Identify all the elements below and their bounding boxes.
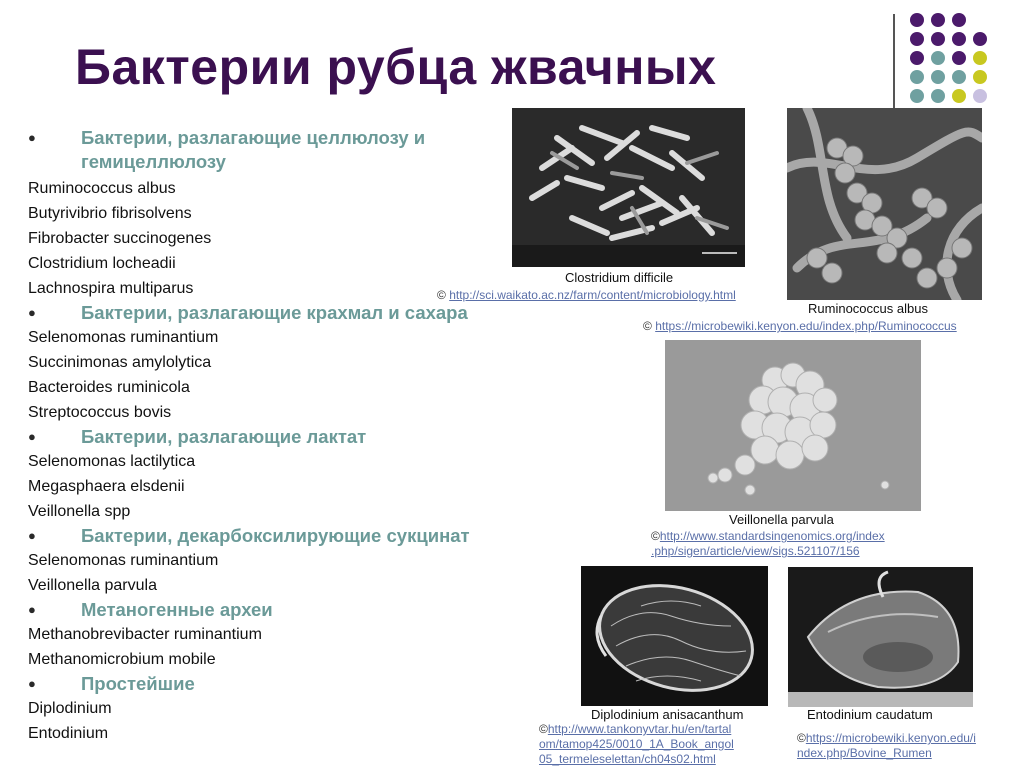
bullet-icon: ● bbox=[28, 602, 36, 617]
ruminococcus-source-link[interactable]: https://microbewiki.kenyon.edu/index.php/Ruminococcus bbox=[655, 319, 957, 333]
bullet-icon: ● bbox=[28, 528, 36, 543]
clostridium-caption: Clostridium difficile bbox=[565, 270, 674, 285]
species-name: Methanomicrobium mobile bbox=[28, 651, 216, 668]
species-name: Butyrivibrio fibrisolvens bbox=[28, 205, 192, 222]
clostridium-source bbox=[437, 288, 736, 303]
entodinium-micrograph bbox=[788, 567, 973, 707]
decorative-dot bbox=[910, 70, 924, 84]
clostridium-source-link[interactable]: http://sci.waikato.ac.nz/farm/content/microbiology.html bbox=[449, 288, 736, 302]
diplodinium-source-link[interactable]: http://www.tankonyvtar.hu/en/tartal bbox=[547, 722, 732, 736]
decorative-dot bbox=[973, 70, 987, 84]
category-heading-text: Метаногенные археи bbox=[81, 599, 273, 620]
veillonella-source-link-cont[interactable]: .php/sigen/article/view/sigs.521107/156 bbox=[651, 544, 860, 558]
decorative-dot bbox=[973, 32, 987, 46]
diplodinium-source bbox=[539, 722, 734, 767]
species-name: Selenomonas lactilytica bbox=[28, 453, 196, 470]
bacteria-list bbox=[28, 126, 518, 746]
decorative-dot bbox=[931, 89, 945, 103]
species-name: Selenomonas ruminantium bbox=[28, 329, 219, 346]
diplodinium-caption: Diplodinium anisacanthum bbox=[591, 707, 744, 722]
ruminococcus-source bbox=[643, 319, 957, 334]
bullet-icon: ● bbox=[28, 305, 36, 320]
species-name: Diplodinium bbox=[28, 700, 112, 717]
decorative-dot bbox=[931, 51, 945, 65]
decorative-dot bbox=[952, 70, 966, 84]
decorative-dot bbox=[952, 89, 966, 103]
species-name: Methanobrevibacter ruminantium bbox=[28, 626, 262, 643]
decorative-dot bbox=[910, 89, 924, 103]
diplodinium-source-link-cont2[interactable]: 05_termeleselettan/ch04s02.html bbox=[539, 752, 716, 766]
category-heading bbox=[28, 524, 518, 548]
entodinium-source bbox=[797, 731, 976, 761]
bullet-icon: ● bbox=[28, 676, 36, 691]
species-name: Veillonella parvula bbox=[28, 577, 157, 594]
decorative-dot bbox=[910, 51, 924, 65]
category-heading bbox=[28, 672, 518, 696]
category-heading-text: Простейшие bbox=[81, 673, 195, 694]
veillonella-caption: Veillonella parvula bbox=[729, 512, 834, 527]
copyright-symbol: © bbox=[643, 319, 656, 333]
species-name: Streptococcus bovis bbox=[28, 404, 172, 421]
entodinium-source-link[interactable]: https://microbewiki.kenyon.edu/i bbox=[805, 731, 976, 745]
slide-title: Бактерии рубца жвачных bbox=[75, 39, 717, 95]
category-heading-text: Бактерии, разлагающие лактат bbox=[81, 426, 367, 447]
entodinium-source-link-cont[interactable]: ndex.php/Bovine_Rumen bbox=[797, 746, 932, 760]
species-name: Veillonella spp bbox=[28, 503, 131, 520]
ruminococcus-caption: Ruminococcus albus bbox=[808, 301, 928, 316]
species-name: Ruminococcus albus bbox=[28, 180, 176, 197]
copyright-symbol: © bbox=[437, 288, 450, 302]
bullet-icon: ● bbox=[28, 130, 36, 145]
category-heading-text: Бактерии, декарбоксилирующие сукцинат bbox=[81, 525, 470, 546]
category-heading-text: Бактерии, разлагающие крахмал и сахара bbox=[81, 302, 468, 323]
species-name: Selenomonas ruminantium bbox=[28, 552, 219, 569]
species-name: Megasphaera elsdenii bbox=[28, 478, 185, 495]
veillonella-micrograph bbox=[665, 340, 921, 511]
species-name: Bacteroides ruminicola bbox=[28, 379, 190, 396]
species-name: Clostridium locheadii bbox=[28, 255, 176, 272]
ruminococcus-micrograph bbox=[787, 108, 982, 300]
species-name: Entodinium bbox=[28, 725, 109, 742]
copyright-symbol: © bbox=[797, 731, 806, 745]
decorative-dot bbox=[973, 51, 987, 65]
veillonella-source-link[interactable]: http://www.standardsingenomics.org/index bbox=[659, 529, 885, 543]
decorative-dot bbox=[931, 13, 945, 27]
diplodinium-micrograph bbox=[581, 566, 768, 706]
species-name: Fibrobacter succinogenes bbox=[28, 230, 212, 247]
decorative-dot bbox=[952, 32, 966, 46]
decorative-dot bbox=[973, 89, 987, 103]
bullet-icon: ● bbox=[28, 429, 36, 444]
category-heading bbox=[28, 126, 518, 174]
category-heading bbox=[28, 425, 518, 449]
title-divider-line bbox=[893, 14, 895, 108]
category-heading-text: Бактерии, разлагающие целлюлозу и гемицеллюлозу bbox=[81, 127, 426, 172]
copyright-symbol: © bbox=[539, 722, 548, 736]
decorative-dot bbox=[952, 51, 966, 65]
entodinium-caption: Entodinium caudatum bbox=[807, 707, 933, 722]
category-heading bbox=[28, 301, 518, 325]
category-heading bbox=[28, 598, 518, 622]
copyright-symbol: © bbox=[651, 529, 660, 543]
decorative-dot bbox=[910, 13, 924, 27]
species-name: Lachnospira multiparus bbox=[28, 280, 194, 297]
veillonella-source bbox=[651, 529, 885, 559]
decorative-dot bbox=[952, 13, 966, 27]
decorative-dot bbox=[931, 32, 945, 46]
species-name: Succinimonas amylolytica bbox=[28, 354, 212, 371]
clostridium-micrograph bbox=[512, 108, 745, 267]
diplodinium-source-link-cont[interactable]: om/tamop425/0010_1A_Book_angol bbox=[539, 737, 734, 751]
decorative-dot bbox=[931, 70, 945, 84]
decorative-dot bbox=[910, 32, 924, 46]
